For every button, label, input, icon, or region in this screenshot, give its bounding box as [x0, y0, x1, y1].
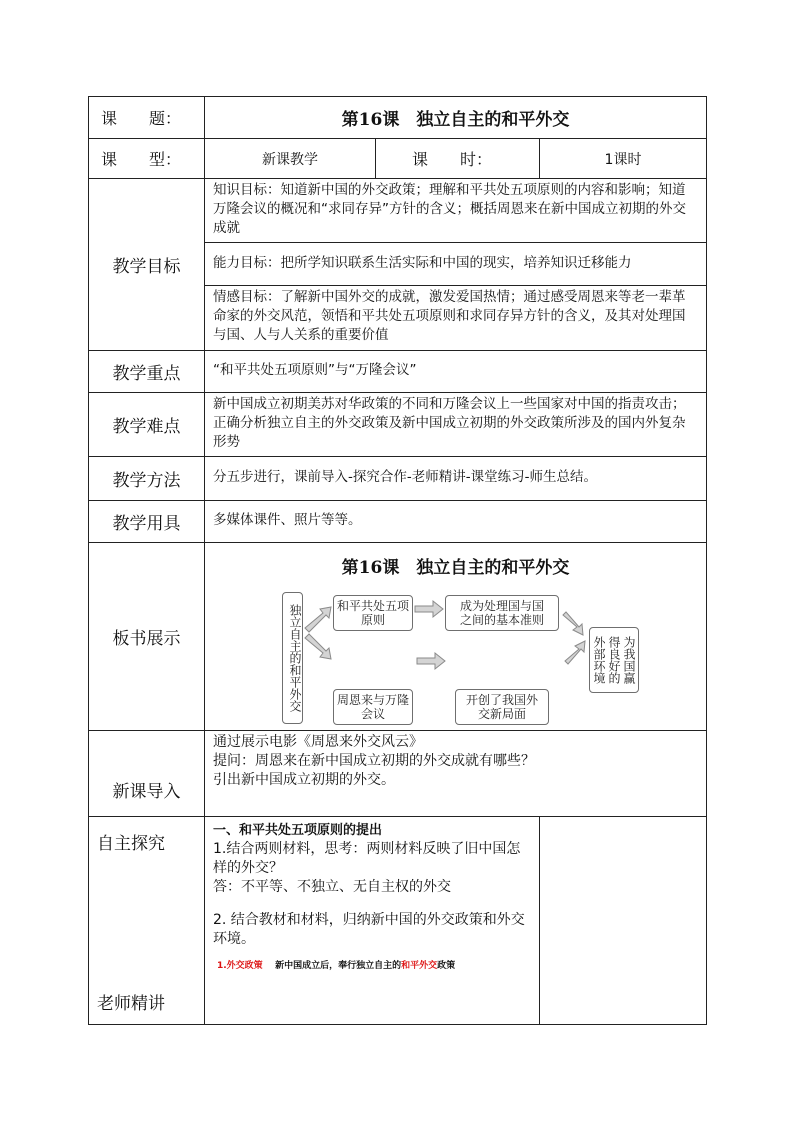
explore-section-title: 一、和平共处五项原则的提出 [213, 823, 383, 838]
explore-teacher-cell [89, 817, 205, 1025]
notes-cell [540, 817, 707, 1025]
slide-label: 1.外交政策 [217, 961, 263, 971]
type-label: 课 型： [89, 139, 205, 179]
topic-value: 第16课 独立自主的和平外交 [205, 97, 707, 139]
explore-cell [205, 817, 540, 1025]
arrow-right-bottom [565, 641, 585, 664]
board-title: 第16课 独立自主的和平外交 [341, 558, 570, 578]
board-bottom1-box: 周恩来与万隆会议 [333, 689, 413, 725]
tools-label: 教学用具 [89, 501, 205, 543]
teacher-label: 老师精讲 [97, 994, 165, 1014]
difficult-value: 新中国成立初期美苏对华政策的不同和万隆会议上一些国家对中国的指责攻击；正确分析独立自主的外交政策及新中国成立初期的外交政策所涉及的国内外复杂形势 [205, 393, 707, 457]
intro-line-1: 通过展示电影《周恩来外交风云》 [213, 734, 423, 750]
board-diagram [205, 543, 706, 729]
type-value: 新课教学 [205, 139, 376, 179]
slide-snippet [217, 955, 531, 976]
arrow-left-bottom [305, 634, 331, 659]
board-cell [205, 543, 707, 731]
slide-text-a: 新中国成立后，奉行独立自主的 [275, 961, 402, 971]
goal-ability: 能力目标：把所学知识联系生活实际和中国的现实，培养知识迁移能力 [205, 243, 707, 286]
intro-label: 新课导入 [89, 731, 205, 817]
key-label: 教学重点 [89, 351, 205, 393]
hours-value: 1课时 [540, 139, 707, 179]
key-value: “和平共处五项原则”与“万隆会议” [205, 351, 707, 393]
board-top2-box: 成为处理国与国之间的基本准则 [445, 595, 559, 631]
explore-q2: 2. 结合教材和材料，归纳新中国的外交政策和外交环境。 [213, 912, 525, 947]
slide-text-red: 和平外交 [401, 961, 438, 971]
tools-value: 多媒体课件、照片等等。 [205, 501, 707, 543]
board-label: 板书展示 [89, 543, 205, 731]
explore-a1: 答：不平等、不独立、无自主权的外交 [213, 879, 451, 895]
goals-label: 教学目标 [89, 179, 205, 351]
intro-cell [205, 731, 707, 817]
board-left-box: 独立自主的和平外交 [282, 592, 303, 724]
board-top1-box: 和平共处五项原则 [333, 595, 413, 631]
goal-knowledge: 知识目标：知道新中国的外交政策；理解和平共处五项原则的内容和影响；知道万隆会议的概况和“求同存异”方针的含义；概括周恩来在新中国成立初期的外交成就 [205, 179, 707, 243]
difficult-label: 教学难点 [89, 393, 205, 457]
board-right-box: 为我国赢得良好的外部环境 [589, 627, 639, 693]
explore-label: 自主探究 [97, 834, 165, 854]
arrow-top-mid [415, 601, 443, 617]
intro-line-2: 提问：周恩来在新中国成立初期的外交成就有哪些？ [213, 753, 535, 769]
method-value: 分五步进行，课前导入-探究合作-老师精讲-课堂练习-师生总结。 [205, 457, 707, 501]
arrow-right-top [563, 612, 583, 635]
arrow-bottom-mid [417, 653, 445, 669]
explore-q1: 1.结合两则材料，思考：两则材料反映了旧中国怎样的外交？ [213, 841, 521, 876]
method-label: 教学方法 [89, 457, 205, 501]
arrow-left-top [305, 607, 331, 632]
intro-line-3: 引出新中国成立初期的外交。 [213, 772, 395, 788]
board-bottom2-box: 开创了我国外交新局面 [455, 689, 549, 725]
lesson-plan-table [88, 96, 707, 1025]
goal-emotion: 情感目标：了解新中国外交的成就，激发爱国热情；通过感受周恩来等老一辈革命家的外交风范，领悟和平共处五项原则和求同存异方针的含义，及其对处理国与国、人与人关系的重要价值 [205, 286, 707, 351]
topic-label: 课 题： [89, 97, 205, 139]
hours-label: 课 时： [376, 139, 540, 179]
slide-text-b: 政策 [437, 961, 456, 971]
